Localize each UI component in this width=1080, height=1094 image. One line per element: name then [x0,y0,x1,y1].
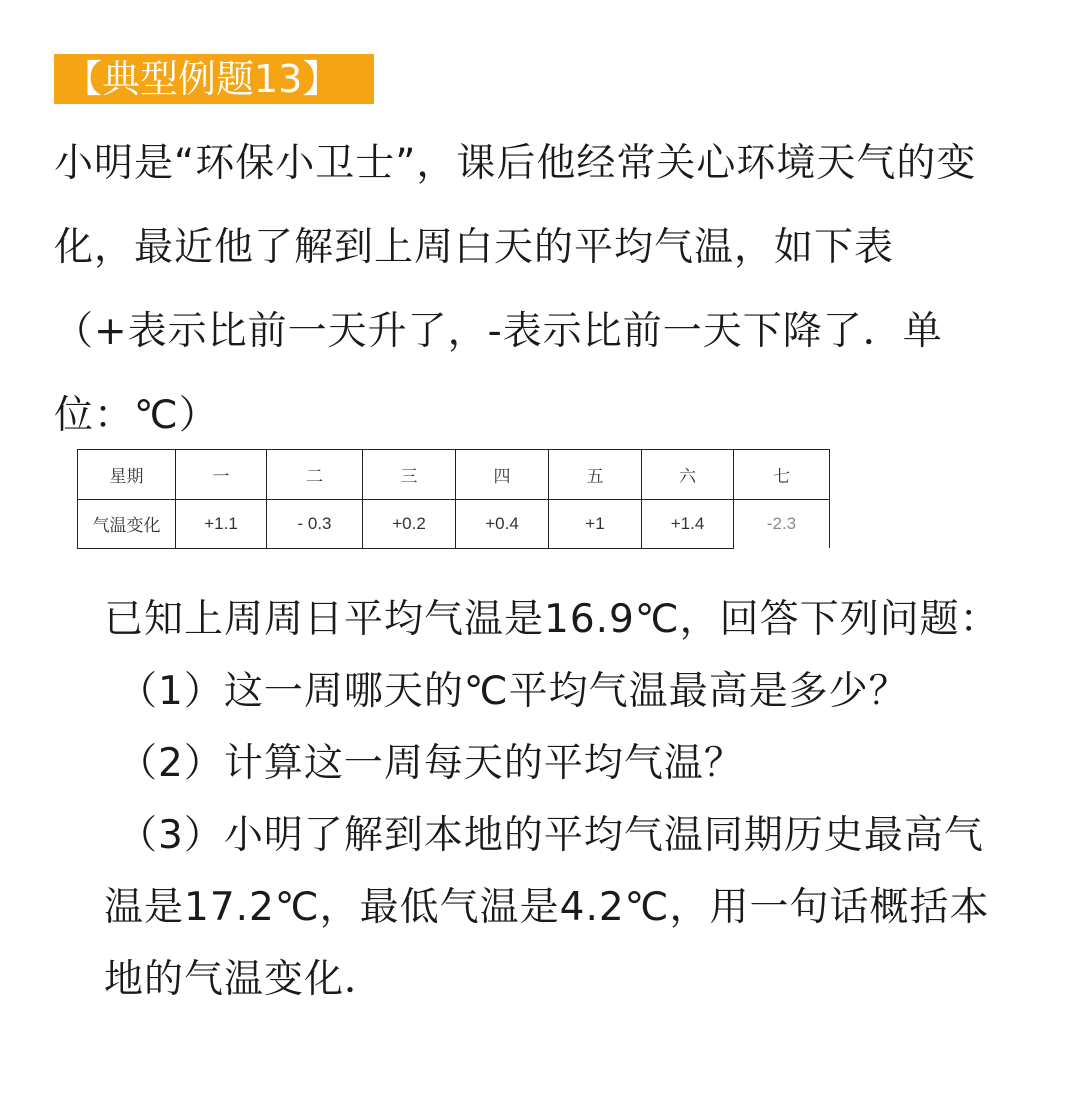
change-cell-2: - 0.3 [267,499,363,549]
question-3-cont-2: 地的气温变化． [104,957,385,1002]
table-row-change [78,499,830,549]
intro-line-1: 小明是“环保小卫士”，课后他经常关心环境天气的变 [54,141,977,186]
intro-line-4: 位：℃） [54,393,219,438]
day-cell-7: 七 [734,450,830,500]
questions-block [104,584,1044,1016]
change-cell-3: +0.2 [363,499,456,549]
day-cell-5: 五 [549,450,642,500]
question-preamble: 已知上周周日平均气温是16.9℃，回答下列问题： [104,597,1000,642]
example-title-badge: 【典型例题13】 [54,54,374,104]
day-cell-4: 四 [456,450,549,500]
question-2: （2）计算这一周每天的平均气温？ [118,741,744,786]
day-cell-2: 二 [267,450,363,500]
problem-intro [54,122,1034,458]
table-row-weekday [78,450,830,500]
day-cell-3: 三 [363,450,456,500]
day-cell-1: 一 [176,450,267,500]
change-cell-6: +1.4 [642,499,734,549]
row-header-change: 气温变化 [78,499,176,549]
row-header-weekday: 星期 [78,450,176,500]
temperature-change-table [77,449,830,549]
intro-line-2: 化，最近他了解到上周白天的平均气温，如下表 [54,225,895,270]
intro-line-3: （+表示比前一天升了，-表示比前一天下降了．单 [54,309,943,354]
change-cell-5: +1 [549,499,642,549]
change-cell-4: +0.4 [456,499,549,549]
day-cell-6: 六 [642,450,734,500]
question-3-cont-1: 温是17.2℃，最低气温是4.2℃，用一句话概括本 [104,885,990,930]
change-cell-7: -2.3 [734,499,830,549]
question-3: （3）小明了解到本地的平均气温同期历史最高气 [118,813,984,858]
change-cell-1: +1.1 [176,499,267,549]
question-1: （1）这一周哪天的℃平均气温最高是多少？ [118,669,909,714]
